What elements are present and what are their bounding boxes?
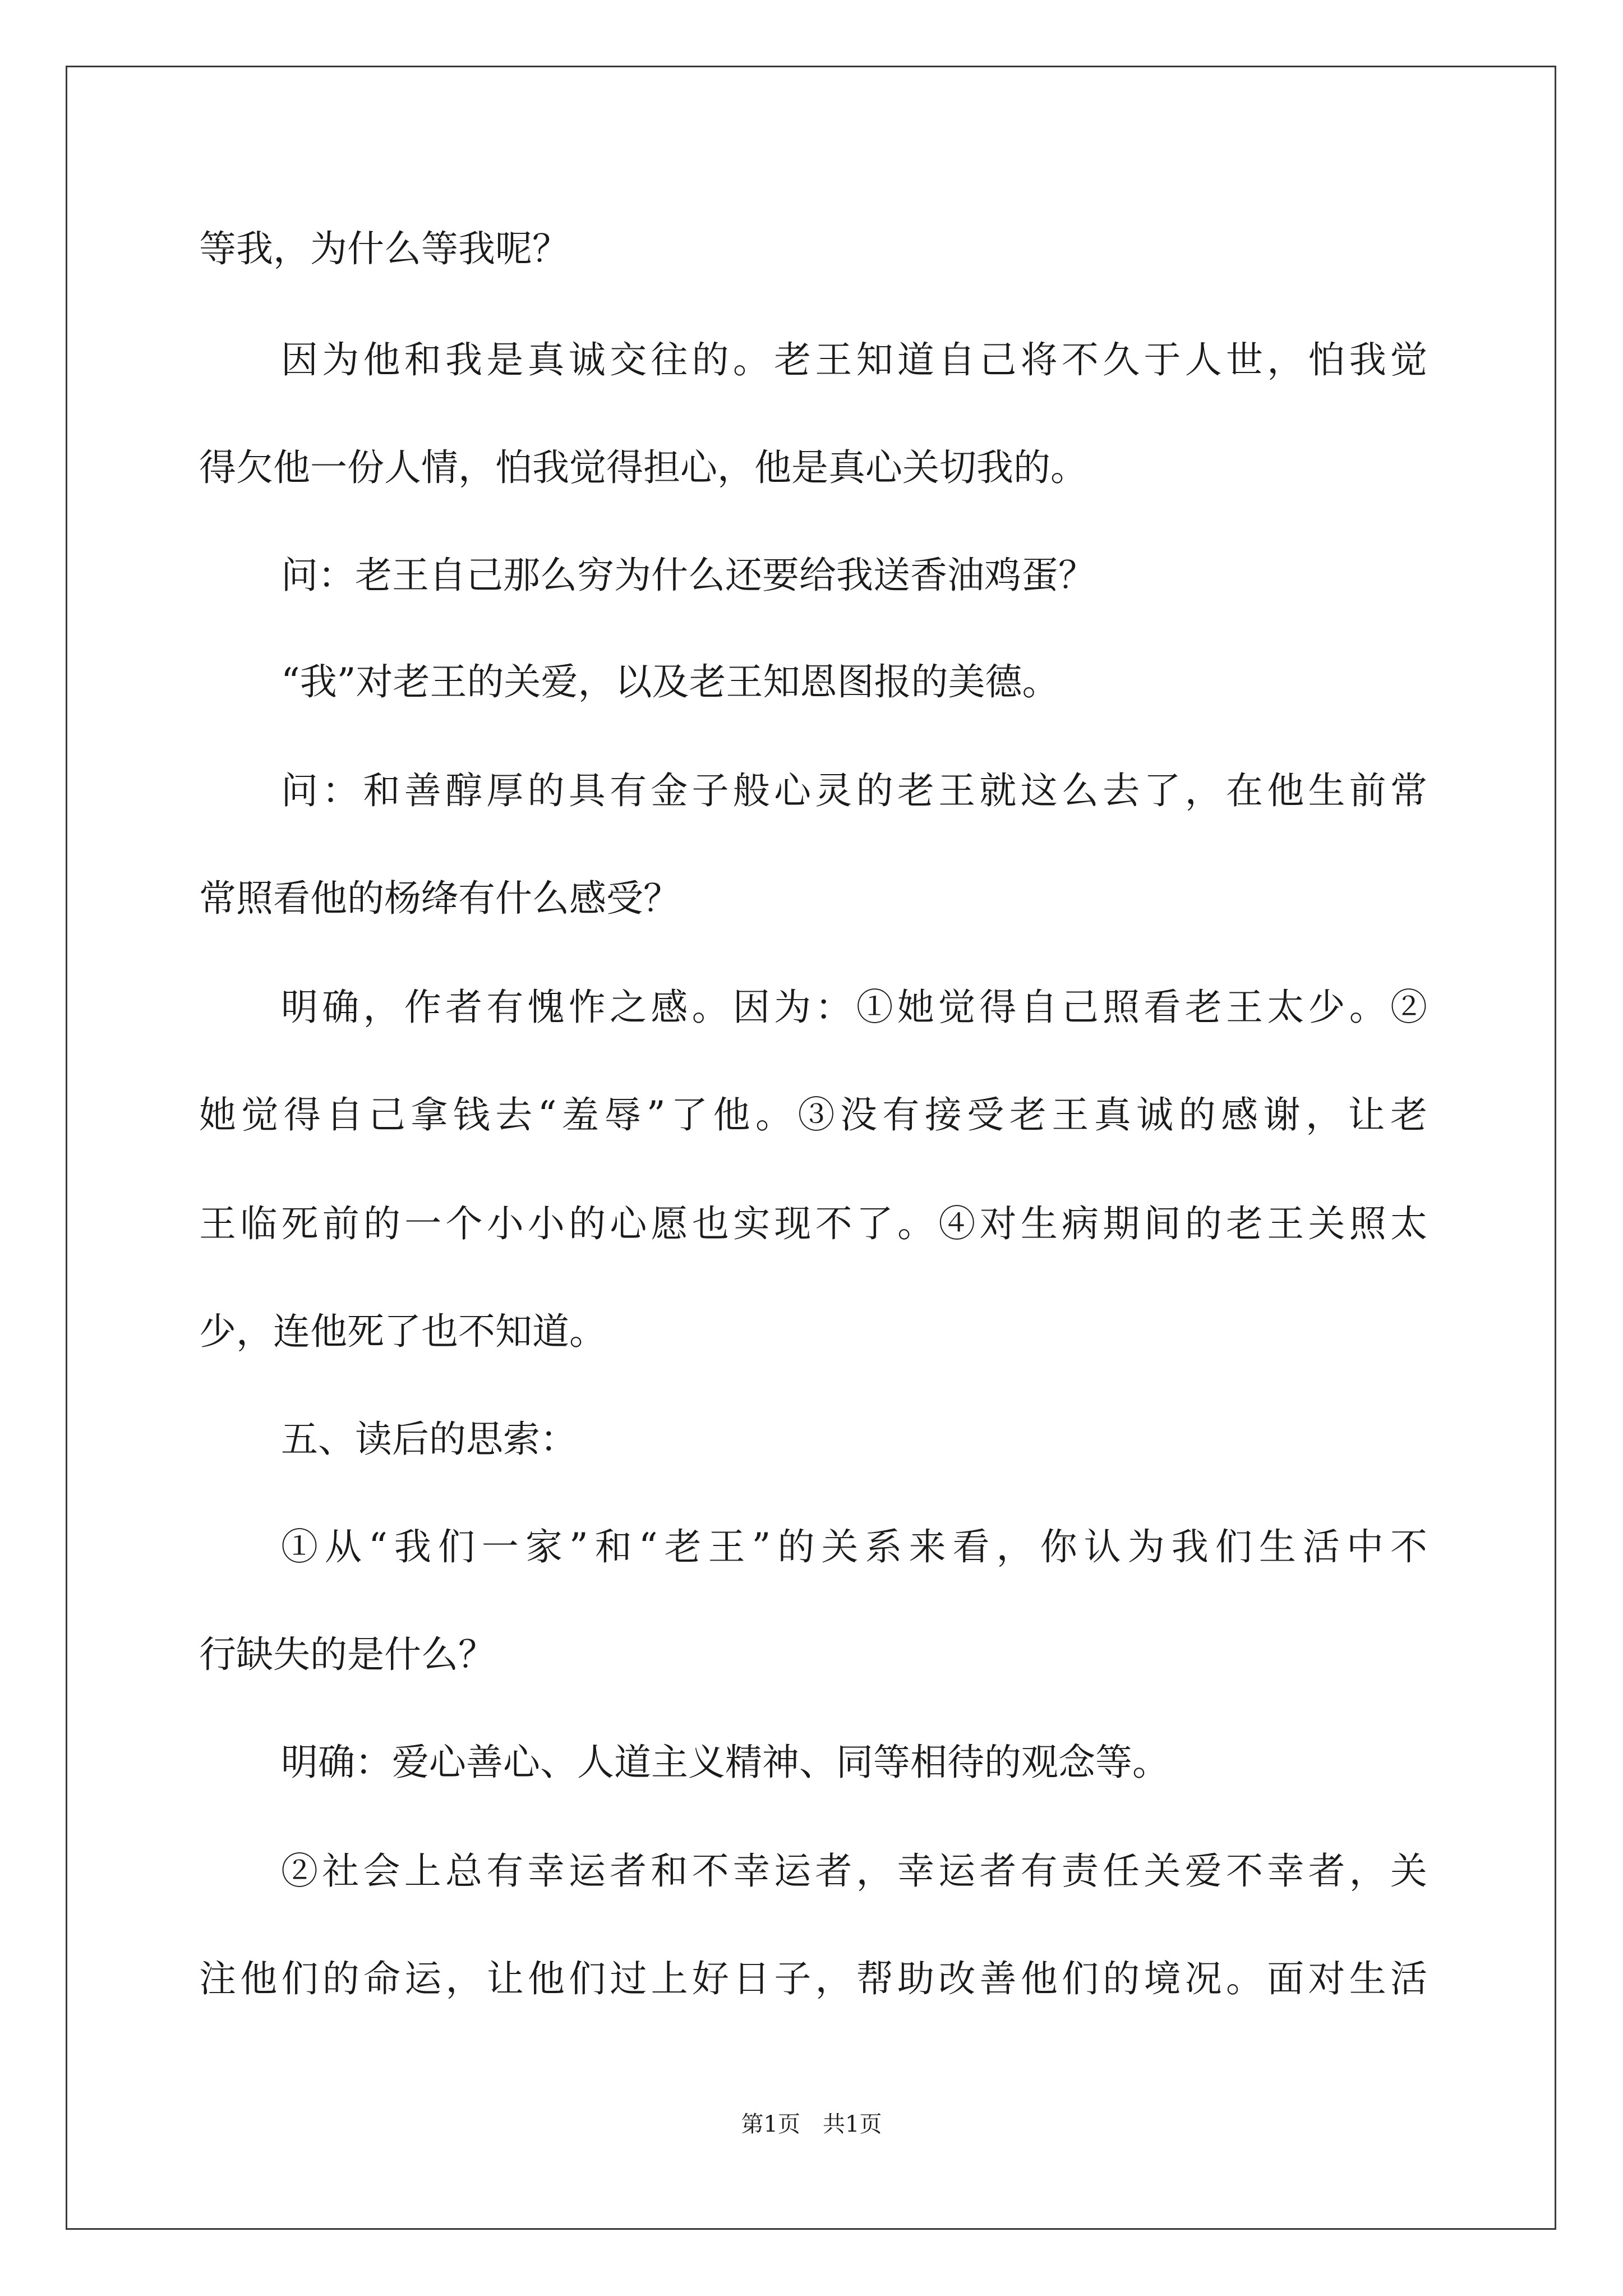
text-line: 行缺失的是什么？ — [199, 1633, 495, 1676]
paragraph-line: 明确：爱心善心、人道主义精神、同等相待的观念等。 — [281, 1741, 1169, 1784]
paragraph-line: ②社会上总有幸运者和不幸运者，幸运者有责任关爱不幸者，关 — [281, 1849, 1427, 1893]
paragraph-line: ①从“我们一家”和“老王”的关系来看，你认为我们生活中不 — [281, 1525, 1427, 1568]
section-heading: 五、读后的思索： — [281, 1418, 577, 1461]
paragraph-line: “我”对老王的关爱，以及老王知恩图报的美德。 — [281, 660, 1059, 703]
page-frame — [66, 66, 1556, 2230]
text-line: 注他们的命运，让他们过上好日子，帮助改善他们的境况。面对生活 — [199, 1957, 1427, 2000]
text-line: 少，连他死了也不知道。 — [199, 1310, 606, 1353]
page-total: 共1页 — [823, 2111, 882, 2137]
page-number: 第1页 — [741, 2111, 800, 2137]
text-line: 常照看他的杨绛有什么感受？ — [199, 877, 680, 920]
text-line: 等我，为什么等我呢？ — [199, 227, 569, 270]
paragraph-line: 明确，作者有愧怍之感。因为：①她觉得自己照看老王太少。② — [281, 986, 1427, 1029]
page-footer — [0, 2110, 1623, 2138]
text-line: 她觉得自己拿钱去“羞辱”了他。③没有接受老王真诚的感谢，让老 — [199, 1093, 1427, 1137]
paragraph-line: 问：老王自己那么穷为什么还要给我送香油鸡蛋？ — [281, 554, 1095, 597]
paragraph-line: 问：和善醇厚的具有金子般心灵的老王就这么去了，在他生前常 — [281, 769, 1427, 812]
text-line: 得欠他一份人情，怕我觉得担心，他是真心关切我的。 — [199, 446, 1087, 489]
paragraph-line: 因为他和我是真诚交往的。老王知道自己将不久于人世，怕我觉 — [281, 338, 1427, 381]
text-line: 王临死前的一个小小的心愿也实现不了。④对生病期间的老王关照太 — [199, 1202, 1427, 1245]
